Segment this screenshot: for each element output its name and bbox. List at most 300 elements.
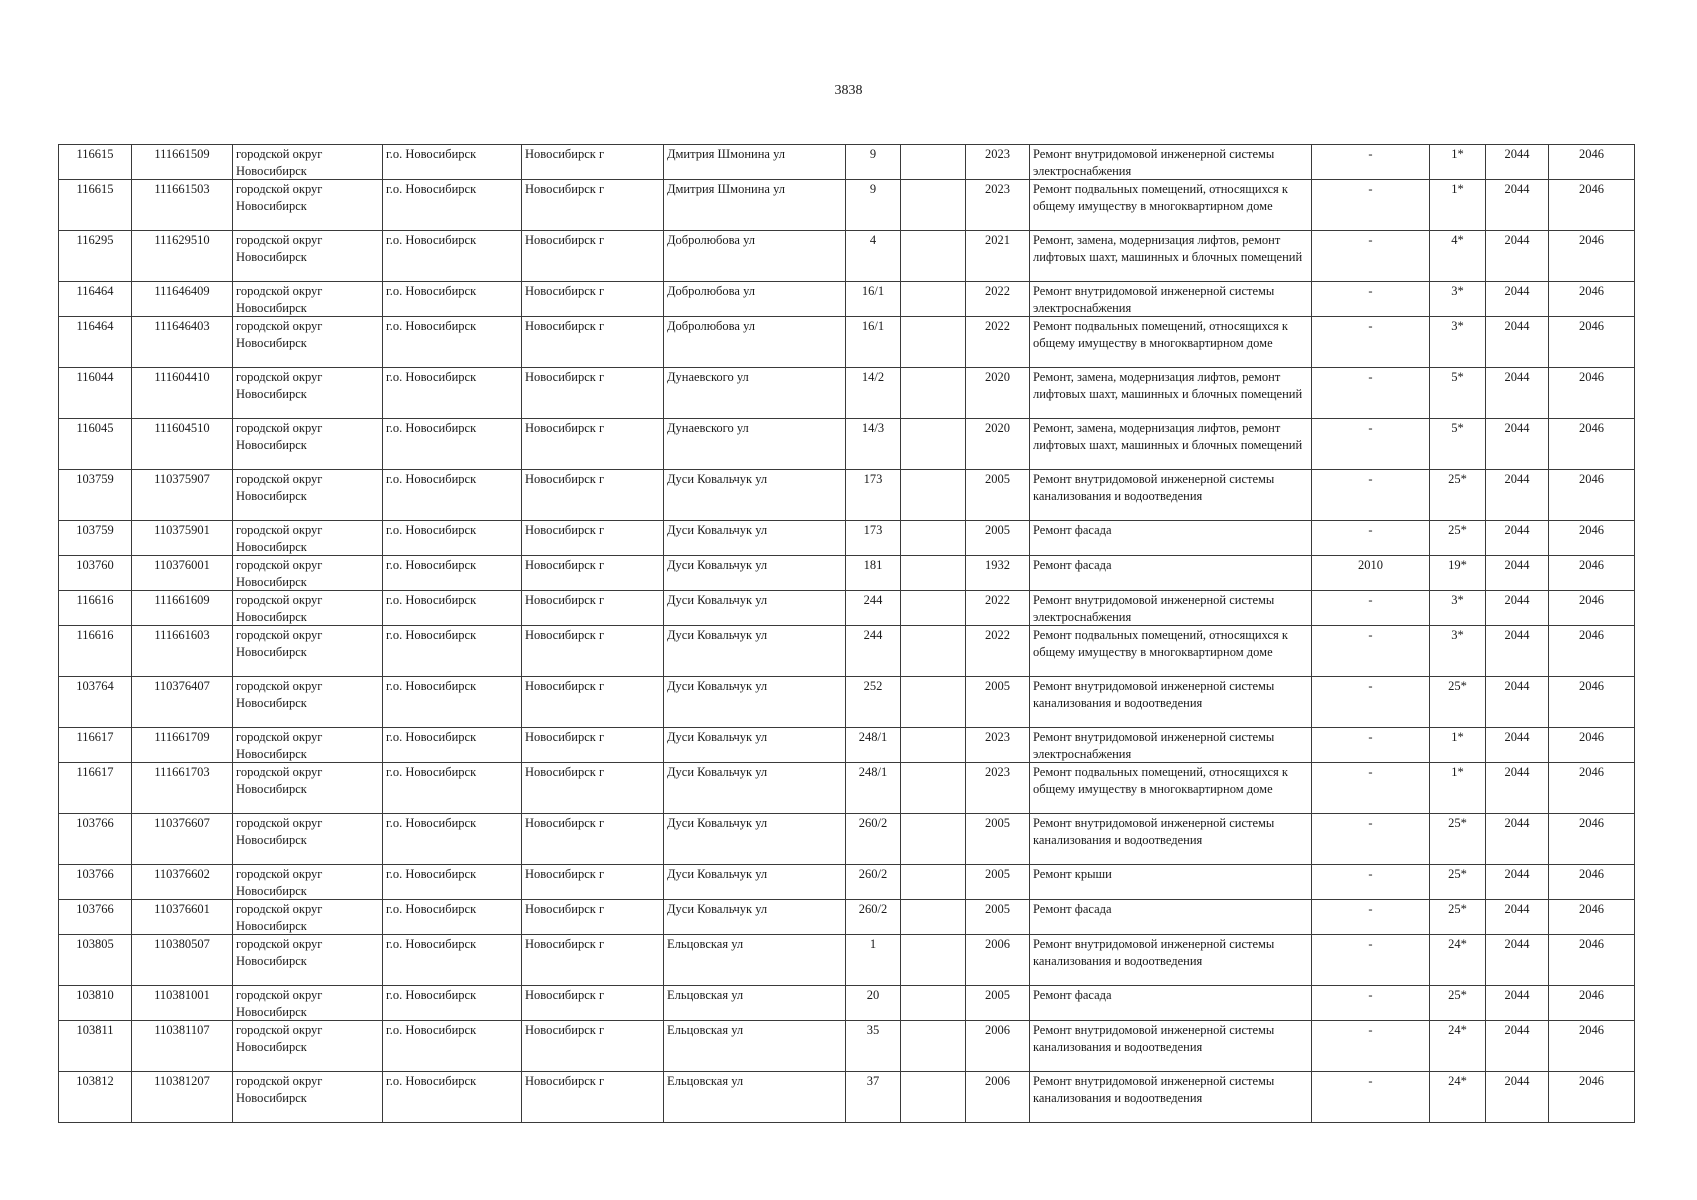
wear-percent-cell: 25* [1430,677,1486,728]
house-letter-cell [901,470,966,521]
house-letter-cell [901,900,966,935]
work-type-cell: Ремонт фасада [1030,900,1312,935]
city-cell: Новосибирск г [522,470,664,521]
plan-start-year-cell: 2044 [1486,728,1549,763]
house-number-cell: 248/1 [846,763,901,814]
wear-percent-cell: 24* [1430,935,1486,986]
table-row [59,1072,1635,1123]
work-code-cell: 110376601 [132,900,233,935]
work-type-cell: Ремонт фасада [1030,556,1312,591]
municipality-cell: городской округ Новосибирск [233,626,383,677]
city-cell: Новосибирск г [522,368,664,419]
plan-end-year-cell: 2046 [1549,521,1635,556]
plan-start-year-cell: 2044 [1486,145,1549,180]
work-type-cell: Ремонт крыши [1030,865,1312,900]
plan-start-year-cell: 2044 [1486,677,1549,728]
work-type-cell: Ремонт фасада [1030,521,1312,556]
year-built-cell: 2020 [966,419,1030,470]
district-cell: г.о. Новосибирск [383,419,522,470]
house-letter-cell [901,677,966,728]
house-number-cell: 9 [846,180,901,231]
object-id-cell: 116615 [59,145,132,180]
last-repair-year-cell: - [1312,180,1430,231]
object-id-cell: 103764 [59,677,132,728]
plan-start-year-cell: 2044 [1486,626,1549,677]
object-id-cell: 103810 [59,986,132,1021]
wear-percent-cell: 25* [1430,986,1486,1021]
house-letter-cell [901,419,966,470]
city-cell: Новосибирск г [522,728,664,763]
work-type-cell: Ремонт подвальных помещений, относящихся к общему имуществу в многоквартирном доме [1030,763,1312,814]
street-cell: Добролюбова ул [664,231,846,282]
municipality-cell: городской округ Новосибирск [233,865,383,900]
municipality-cell: городской округ Новосибирск [233,180,383,231]
plan-end-year-cell: 2046 [1549,317,1635,368]
street-cell: Дуси Ковальчук ул [664,521,846,556]
year-built-cell: 2023 [966,145,1030,180]
plan-end-year-cell: 2046 [1549,419,1635,470]
plan-start-year-cell: 2044 [1486,282,1549,317]
city-cell: Новосибирск г [522,145,664,180]
object-id-cell: 116615 [59,180,132,231]
plan-end-year-cell: 2046 [1549,865,1635,900]
work-code-cell: 111661703 [132,763,233,814]
work-code-cell: 110375901 [132,521,233,556]
year-built-cell: 2020 [966,368,1030,419]
district-cell: г.о. Новосибирск [383,626,522,677]
city-cell: Новосибирск г [522,419,664,470]
house-number-cell: 16/1 [846,282,901,317]
municipality-cell: городской округ Новосибирск [233,763,383,814]
work-type-cell: Ремонт внутридомовой инженерной системы канализования и водоотведения [1030,470,1312,521]
house-number-cell: 14/2 [846,368,901,419]
district-cell: г.о. Новосибирск [383,556,522,591]
plan-start-year-cell: 2044 [1486,1072,1549,1123]
district-cell: г.о. Новосибирск [383,1021,522,1072]
year-built-cell: 2023 [966,728,1030,763]
work-type-cell: Ремонт, замена, модернизация лифтов, ремонт лифтовых шахт, машинных и блочных помещений [1030,231,1312,282]
work-code-cell: 110380507 [132,935,233,986]
table-row [59,935,1635,986]
plan-end-year-cell: 2046 [1549,1072,1635,1123]
plan-end-year-cell: 2046 [1549,368,1635,419]
plan-start-year-cell: 2044 [1486,368,1549,419]
house-number-cell: 260/2 [846,814,901,865]
street-cell: Ельцовская ул [664,1021,846,1072]
wear-percent-cell: 5* [1430,368,1486,419]
work-code-cell: 111661503 [132,180,233,231]
work-code-cell: 111661509 [132,145,233,180]
last-repair-year-cell: - [1312,935,1430,986]
house-number-cell: 16/1 [846,317,901,368]
table-row [59,521,1635,556]
municipality-cell: городской округ Новосибирск [233,231,383,282]
district-cell: г.о. Новосибирск [383,986,522,1021]
district-cell: г.о. Новосибирск [383,865,522,900]
plan-end-year-cell: 2046 [1549,556,1635,591]
work-code-cell: 110381107 [132,1021,233,1072]
year-built-cell: 1932 [966,556,1030,591]
work-code-cell: 110376602 [132,865,233,900]
last-repair-year-cell: - [1312,591,1430,626]
house-number-cell: 35 [846,1021,901,1072]
district-cell: г.о. Новосибирск [383,1072,522,1123]
work-code-cell: 111646409 [132,282,233,317]
municipality-cell: городской округ Новосибирск [233,521,383,556]
district-cell: г.о. Новосибирск [383,282,522,317]
house-letter-cell [901,368,966,419]
work-type-cell: Ремонт подвальных помещений, относящихся к общему имуществу в многоквартирном доме [1030,626,1312,677]
municipality-cell: городской округ Новосибирск [233,986,383,1021]
last-repair-year-cell: - [1312,986,1430,1021]
year-built-cell: 2022 [966,282,1030,317]
plan-start-year-cell: 2044 [1486,556,1549,591]
work-code-cell: 111661603 [132,626,233,677]
table-row [59,368,1635,419]
work-type-cell: Ремонт фасада [1030,986,1312,1021]
city-cell: Новосибирск г [522,282,664,317]
municipality-cell: городской округ Новосибирск [233,900,383,935]
wear-percent-cell: 1* [1430,145,1486,180]
city-cell: Новосибирск г [522,591,664,626]
district-cell: г.о. Новосибирск [383,591,522,626]
work-code-cell: 110376001 [132,556,233,591]
table-row [59,763,1635,814]
year-built-cell: 2021 [966,231,1030,282]
city-cell: Новосибирск г [522,814,664,865]
table-row [59,900,1635,935]
city-cell: Новосибирск г [522,180,664,231]
work-type-cell: Ремонт, замена, модернизация лифтов, ремонт лифтовых шахт, машинных и блочных помещений [1030,419,1312,470]
house-number-cell: 252 [846,677,901,728]
table-row [59,556,1635,591]
district-cell: г.о. Новосибирск [383,900,522,935]
house-number-cell: 260/2 [846,865,901,900]
object-id-cell: 103759 [59,470,132,521]
plan-end-year-cell: 2046 [1549,591,1635,626]
city-cell: Новосибирск г [522,626,664,677]
object-id-cell: 116295 [59,231,132,282]
city-cell: Новосибирск г [522,935,664,986]
district-cell: г.о. Новосибирск [383,935,522,986]
object-id-cell: 103766 [59,900,132,935]
district-cell: г.о. Новосибирск [383,470,522,521]
house-number-cell: 173 [846,470,901,521]
municipality-cell: городской округ Новосибирск [233,368,383,419]
district-cell: г.о. Новосибирск [383,677,522,728]
house-letter-cell [901,935,966,986]
object-id-cell: 116464 [59,282,132,317]
municipality-cell: городской округ Новосибирск [233,419,383,470]
last-repair-year-cell: - [1312,814,1430,865]
last-repair-year-cell: - [1312,1021,1430,1072]
registry-table [58,144,1635,1123]
table-row [59,626,1635,677]
table-row [59,282,1635,317]
last-repair-year-cell: - [1312,728,1430,763]
wear-percent-cell: 19* [1430,556,1486,591]
municipality-cell: городской округ Новосибирск [233,282,383,317]
district-cell: г.о. Новосибирск [383,180,522,231]
table-row [59,145,1635,180]
street-cell: Дуси Ковальчук ул [664,591,846,626]
last-repair-year-cell: - [1312,865,1430,900]
last-repair-year-cell: - [1312,282,1430,317]
house-number-cell: 248/1 [846,728,901,763]
last-repair-year-cell: - [1312,677,1430,728]
last-repair-year-cell: - [1312,1072,1430,1123]
house-letter-cell [901,1021,966,1072]
district-cell: г.о. Новосибирск [383,368,522,419]
year-built-cell: 2005 [966,521,1030,556]
house-number-cell: 244 [846,626,901,677]
year-built-cell: 2005 [966,900,1030,935]
last-repair-year-cell: - [1312,763,1430,814]
wear-percent-cell: 25* [1430,865,1486,900]
wear-percent-cell: 5* [1430,419,1486,470]
work-type-cell: Ремонт, замена, модернизация лифтов, ремонт лифтовых шахт, машинных и блочных помещений [1030,368,1312,419]
work-type-cell: Ремонт внутридомовой инженерной системы канализования и водоотведения [1030,1021,1312,1072]
street-cell: Дуси Ковальчук ул [664,470,846,521]
table-row [59,865,1635,900]
municipality-cell: городской округ Новосибирск [233,556,383,591]
district-cell: г.о. Новосибирск [383,145,522,180]
wear-percent-cell: 3* [1430,591,1486,626]
street-cell: Ельцовская ул [664,935,846,986]
year-built-cell: 2005 [966,677,1030,728]
plan-start-year-cell: 2044 [1486,317,1549,368]
object-id-cell: 103759 [59,521,132,556]
last-repair-year-cell: - [1312,145,1430,180]
year-built-cell: 2022 [966,626,1030,677]
street-cell: Ельцовская ул [664,986,846,1021]
object-id-cell: 103812 [59,1072,132,1123]
house-letter-cell [901,180,966,231]
district-cell: г.о. Новосибирск [383,231,522,282]
city-cell: Новосибирск г [522,986,664,1021]
house-letter-cell [901,231,966,282]
city-cell: Новосибирск г [522,1021,664,1072]
street-cell: Дуси Ковальчук ул [664,677,846,728]
plan-start-year-cell: 2044 [1486,865,1549,900]
plan-start-year-cell: 2044 [1486,935,1549,986]
house-letter-cell [901,521,966,556]
year-built-cell: 2005 [966,986,1030,1021]
house-letter-cell [901,728,966,763]
wear-percent-cell: 25* [1430,521,1486,556]
plan-start-year-cell: 2044 [1486,419,1549,470]
house-number-cell: 173 [846,521,901,556]
plan-start-year-cell: 2044 [1486,1021,1549,1072]
work-code-cell: 110375907 [132,470,233,521]
plan-start-year-cell: 2044 [1486,231,1549,282]
house-letter-cell [901,865,966,900]
house-number-cell: 14/3 [846,419,901,470]
table-row [59,1021,1635,1072]
house-number-cell: 37 [846,1072,901,1123]
plan-end-year-cell: 2046 [1549,677,1635,728]
plan-end-year-cell: 2046 [1549,814,1635,865]
last-repair-year-cell: - [1312,368,1430,419]
city-cell: Новосибирск г [522,521,664,556]
plan-start-year-cell: 2044 [1486,180,1549,231]
city-cell: Новосибирск г [522,231,664,282]
work-type-cell: Ремонт внутридомовой инженерной системы электроснабжения [1030,591,1312,626]
district-cell: г.о. Новосибирск [383,763,522,814]
city-cell: Новосибирск г [522,865,664,900]
object-id-cell: 103760 [59,556,132,591]
city-cell: Новосибирск г [522,556,664,591]
house-letter-cell [901,145,966,180]
house-letter-cell [901,814,966,865]
street-cell: Ельцовская ул [664,1072,846,1123]
object-id-cell: 103766 [59,814,132,865]
house-letter-cell [901,626,966,677]
table-row [59,728,1635,763]
street-cell: Дуси Ковальчук ул [664,556,846,591]
plan-start-year-cell: 2044 [1486,814,1549,865]
work-type-cell: Ремонт внутридомовой инженерной системы канализования и водоотведения [1030,935,1312,986]
work-type-cell: Ремонт внутридомовой инженерной системы электроснабжения [1030,145,1312,180]
plan-end-year-cell: 2046 [1549,626,1635,677]
year-built-cell: 2005 [966,470,1030,521]
municipality-cell: городской округ Новосибирск [233,470,383,521]
wear-percent-cell: 3* [1430,317,1486,368]
street-cell: Дмитрия Шмонина ул [664,180,846,231]
object-id-cell: 103766 [59,865,132,900]
municipality-cell: городской округ Новосибирск [233,728,383,763]
work-type-cell: Ремонт внутридомовой инженерной системы канализования и водоотведения [1030,1072,1312,1123]
plan-start-year-cell: 2044 [1486,900,1549,935]
year-built-cell: 2023 [966,180,1030,231]
wear-percent-cell: 25* [1430,470,1486,521]
last-repair-year-cell: - [1312,470,1430,521]
house-number-cell: 1 [846,935,901,986]
work-code-cell: 111646403 [132,317,233,368]
street-cell: Дунаевского ул [664,419,846,470]
object-id-cell: 116464 [59,317,132,368]
wear-percent-cell: 1* [1430,180,1486,231]
district-cell: г.о. Новосибирск [383,317,522,368]
year-built-cell: 2006 [966,1021,1030,1072]
wear-percent-cell: 3* [1430,282,1486,317]
municipality-cell: городской округ Новосибирск [233,317,383,368]
table-row [59,419,1635,470]
year-built-cell: 2023 [966,763,1030,814]
house-letter-cell [901,317,966,368]
object-id-cell: 103811 [59,1021,132,1072]
last-repair-year-cell: - [1312,231,1430,282]
work-code-cell: 111661709 [132,728,233,763]
city-cell: Новосибирск г [522,677,664,728]
house-number-cell: 260/2 [846,900,901,935]
year-built-cell: 2006 [966,1072,1030,1123]
plan-start-year-cell: 2044 [1486,591,1549,626]
house-letter-cell [901,1072,966,1123]
house-letter-cell [901,556,966,591]
work-type-cell: Ремонт внутридомовой инженерной системы электроснабжения [1030,282,1312,317]
object-id-cell: 116617 [59,728,132,763]
street-cell: Дмитрия Шмонина ул [664,145,846,180]
wear-percent-cell: 3* [1430,626,1486,677]
city-cell: Новосибирск г [522,763,664,814]
table-row [59,231,1635,282]
street-cell: Дуси Ковальчук ул [664,626,846,677]
work-type-cell: Ремонт внутридомовой инженерной системы канализования и водоотведения [1030,814,1312,865]
work-code-cell: 110376607 [132,814,233,865]
house-number-cell: 181 [846,556,901,591]
municipality-cell: городской округ Новосибирск [233,935,383,986]
table-row [59,470,1635,521]
wear-percent-cell: 24* [1430,1021,1486,1072]
plan-end-year-cell: 2046 [1549,231,1635,282]
work-code-cell: 110381001 [132,986,233,1021]
plan-start-year-cell: 2044 [1486,521,1549,556]
last-repair-year-cell: - [1312,626,1430,677]
city-cell: Новосибирск г [522,317,664,368]
wear-percent-cell: 25* [1430,814,1486,865]
district-cell: г.о. Новосибирск [383,521,522,556]
object-id-cell: 116616 [59,591,132,626]
plan-end-year-cell: 2046 [1549,470,1635,521]
house-letter-cell [901,763,966,814]
plan-end-year-cell: 2046 [1549,180,1635,231]
plan-end-year-cell: 2046 [1549,763,1635,814]
year-built-cell: 2005 [966,814,1030,865]
wear-percent-cell: 1* [1430,728,1486,763]
house-number-cell: 244 [846,591,901,626]
object-id-cell: 116045 [59,419,132,470]
last-repair-year-cell: - [1312,317,1430,368]
municipality-cell: городской округ Новосибирск [233,591,383,626]
plan-end-year-cell: 2046 [1549,1021,1635,1072]
last-repair-year-cell: 2010 [1312,556,1430,591]
work-type-cell: Ремонт подвальных помещений, относящихся к общему имуществу в многоквартирном доме [1030,317,1312,368]
district-cell: г.о. Новосибирск [383,814,522,865]
house-number-cell: 4 [846,231,901,282]
plan-end-year-cell: 2046 [1549,728,1635,763]
year-built-cell: 2005 [966,865,1030,900]
plan-start-year-cell: 2044 [1486,470,1549,521]
house-letter-cell [901,282,966,317]
street-cell: Дуси Ковальчук ул [664,763,846,814]
district-cell: г.о. Новосибирск [383,728,522,763]
last-repair-year-cell: - [1312,419,1430,470]
table-row [59,591,1635,626]
table-body [59,145,1635,1123]
last-repair-year-cell: - [1312,521,1430,556]
table-row [59,814,1635,865]
work-code-cell: 111604510 [132,419,233,470]
house-letter-cell [901,591,966,626]
plan-end-year-cell: 2046 [1549,935,1635,986]
work-type-cell: Ремонт подвальных помещений, относящихся к общему имуществу в многоквартирном доме [1030,180,1312,231]
municipality-cell: городской округ Новосибирск [233,145,383,180]
work-code-cell: 110376407 [132,677,233,728]
work-type-cell: Ремонт внутридомовой инженерной системы электроснабжения [1030,728,1312,763]
street-cell: Дунаевского ул [664,368,846,419]
street-cell: Добролюбова ул [664,317,846,368]
wear-percent-cell: 24* [1430,1072,1486,1123]
plan-end-year-cell: 2046 [1549,145,1635,180]
municipality-cell: городской округ Новосибирск [233,1021,383,1072]
plan-start-year-cell: 2044 [1486,763,1549,814]
work-code-cell: 111661609 [132,591,233,626]
city-cell: Новосибирск г [522,1072,664,1123]
work-code-cell: 110381207 [132,1072,233,1123]
street-cell: Дуси Ковальчук ул [664,865,846,900]
object-id-cell: 116616 [59,626,132,677]
